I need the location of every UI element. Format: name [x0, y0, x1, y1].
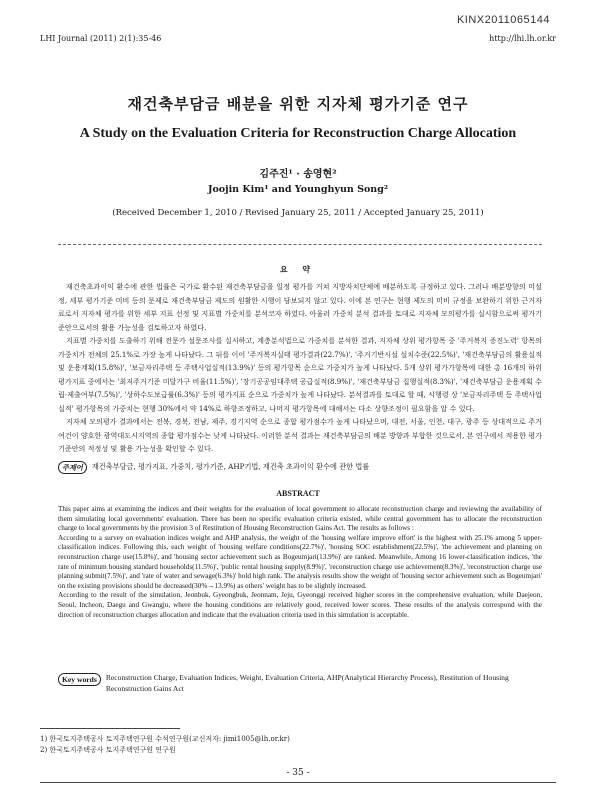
journal-url: http://lhi.lh.or.kr: [489, 34, 556, 43]
footnote-rule: [40, 728, 180, 729]
journal-citation: LHI Journal (2011) 2(1):35-46: [40, 34, 162, 43]
title-korean: 재건축부담금 배분을 위한 지자체 평가기준 연구: [127, 95, 469, 113]
authors-english: Joojin Kim¹ and Younghyun Song²: [207, 184, 389, 195]
footnote-item: 2) 한국토지주택공사 토지주택연구원 연구원: [40, 745, 176, 754]
english-keywords: [58, 673, 542, 694]
received-dates: (Received December 1, 2010 / Revised January 25, 2011 / Accepted January 25, 2011): [112, 208, 484, 218]
english-keywords-text: Reconstruction Charge, Evaluation Indices, Weight, Evaluation Criteria, AHP(Analytical Hierarchy Process), Restitution of Housing Reconstruction Gains Act: [105, 673, 509, 693]
english-abstract-paragraph: According to a survey on evaluation indices weight and AHP analysis, the weight of the 'housing welfare improve effort' is the highest with 25.1% among 5 upper-classification indices. Following this, each weight of 'housing welfare conditions(22.7%)', 'housing SOC establishment(22.5%)', 'the achievement and planning on reconstruction charge use(15.8%)', and 'housing sector achievement such as Bogeumjari(13.9%)' are ranked. Meanwhile, Among 16 lower-classification indices, 'the rate of minimum housing standard households(11.5%)', 'public rental housing supply(8.9%)', 'reconstruction charge use achievement(8.3%)', 'reconstruction charge use planning submit(7.5%)', and 'rate of water and sewage(6.3%)' hold high rank. The analysis results show the weight of 'housing sector achievement such as Bogeumjari' on the existing provisions should be decreased(30%→13.9%) as others' weight has to be slightly increased.: [58, 533, 542, 590]
english-abstract-paragraph: According to the result of the simulation, Jeonbuk, Gyeongbuk, Jeonnam, Jeju, Gyeonggi received higher scores in the comprehensive evaluation, while Daejeon, Seoul, Incheon, Daegu and Gwangju, where the housing conditions are relatively good, received lower scores. These results of the analysis correspond with the direction of reconstruction charges allocation and indicate that the evaluation criteria used in this simulation is acceptable.: [58, 591, 542, 619]
section-divider: [58, 244, 542, 245]
korean-keywords-text: 재건축부담금, 평가지표, 가중치, 평가기준, AHP기법, 재건축 초과이익 환수에 관한 법률: [91, 462, 370, 471]
korean-keywords: [58, 461, 542, 474]
korean-abstract-body: [58, 280, 542, 456]
korean-abstract-paragraph: 재건축초과이익 환수에 관한 법률은 국가로 환수된 재건축부담금을 일정 평가를 거쳐 지방자치단체에 배분하도록 규정하고 있다. 그러나 배분방향의 미설정, 세부 평가기준 미비 등의 문제로 재건축부담금 제도의 원활한 시행이 담보되지 않고 있다. 이에 본 연구는 현행 제도의 미비 규정을 보완하기 위한 근거자료로서 지자체 평가를 위한 세부 지표 선정 및 지표별 가중치를 분석코자 하였다. 아울러 가중치 분석 결과를 토대로 지자체 모의평가를 실시함으로써 평가기준안으로서의 활용 가능성을 검토하고자 하였다.: [58, 282, 542, 332]
footnote-item: 1) 한국토지주택공사 토지주택연구원 수석연구원(교신저자: jimi1005@lh.or.kr): [40, 735, 290, 743]
footnotes: [40, 734, 290, 755]
page-number: - 35 -: [286, 768, 310, 778]
korean-abstract-paragraph: 지자체 모의평가 결과에서는 전북, 경북, 전남, 제주, 경기지역 순으로 종합 평가점수가 높게 나타났으며, 대전, 서울, 인천, 대구, 광주 등 상대적으로 주거여건이 양호한 광역대도시지역의 종합 평가점수는 낮게 나타났다. 이러한 분석 결과는 재건축부담금의 배분 방향과 부합한 것으로서, 본 연구에서 적용한 평가기준안의 적정성 및 활용 가능성을 확인할 수 있다.: [58, 417, 542, 453]
korean-keywords-label: 주제어: [58, 461, 87, 474]
page-bottom-rule: [40, 782, 556, 783]
document-stamp: KINX2011065144: [456, 14, 550, 26]
korean-abstract-paragraph: 지표별 가중치를 도출하기 위해 전문가 설문조사를 실시하고, 계층분석법으로 가중치를 분석한 결과, 지자체 상위 평가항목 중 '주거복지 증진노력' 항목의 가중치가 전체의 25.1%로 가장 높게 나타났다. 그 뒤를 이어 '주거복지실태 평가결과(22.7%)', '주거기반시설 설치수준(22.5%)', '재건축부담금의 활용실적 및 운용계획(15.8%)', '보금자리주택 등 주택사업실적(13.9%)' 등의 평가항목 순으로 가중치가 높게 나타났다. 5개 상위 평가가항목에 대한 총 16개의 하위 평가지표 중에서는 '최저주거기준 미달가구 비율(11.5%)', '장기공공임대주택 공급실적(8.9%)', '재건축부담금 집행실적(8.3%)', '재건축부담금 운용계획 수립·제출여부(7.5%)', '상하수도보급률(6.3%)' 등의 평가지표 순으로 가중치가 높게 나타났다. 분석결과를 토대로 할 때, 시행령 상 '보금자리주택 등 주택사업실적' 평가항목의 가중치는 현행 30%에서 약 14%로 하향조정하고, 나머지 평가항목에 대해서는 다소 상향조정이 필요함을 알 수 있다.: [58, 336, 542, 413]
english-abstract-paragraph: This paper aims at examining the indices and their weights for the evaluation of local government to allocate reconstruction charge and reviewing the availability of them simulating local governments' evaluation. There has been no specific evaluation criteria existed, while central government has to allocate the reconstruction charge to local governments by the provision 3 of Restitution of Housing Reconstruction Gains Act. The results as follows :: [58, 505, 542, 533]
korean-abstract-heading: 요 약: [279, 264, 317, 274]
english-abstract-heading: ABSTRACT: [276, 489, 320, 498]
title-english: A Study on the Evaluation Criteria for Reconstruction Charge Allocation: [79, 126, 517, 141]
english-abstract-body: [58, 505, 542, 620]
english-keywords-label: Key words: [58, 673, 101, 686]
authors-korean: 김주진¹ · 송영현²: [259, 169, 337, 180]
